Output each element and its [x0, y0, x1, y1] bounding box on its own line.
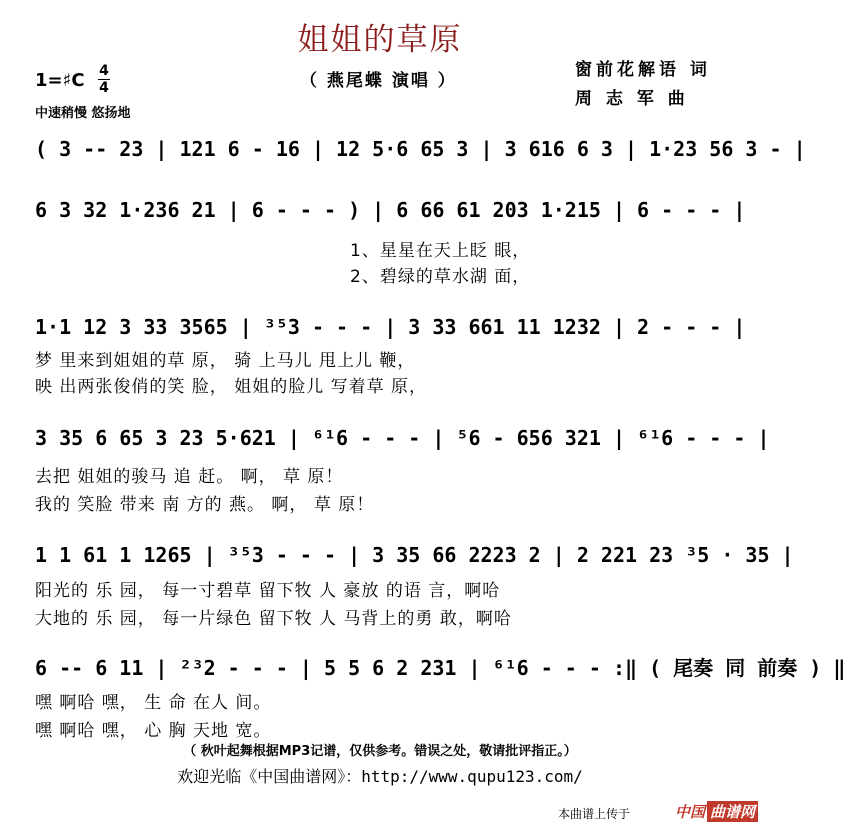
meter-top: 4: [99, 63, 109, 79]
lyric-verse1-line5: 阳光的 乐 园， 每一寸碧草 留下牧 人 豪放 的语 言，啊哈: [35, 581, 501, 601]
song-title: 姐姐的草原: [297, 22, 463, 58]
key-signature: 1=♯C: [35, 70, 85, 91]
staff-line-6: 6 -- 6 11 | ²³2 - - - | 5 5 6 2 231 | ⁶¹6 - - - :‖ ( 尾奏 同 前奏 ) ‖: [35, 656, 845, 680]
composer-credit: 周 志 军 曲: [575, 89, 689, 109]
tempo-marking: 中速稍慢 悠扬地: [35, 106, 131, 121]
logo-text-b: 曲谱网: [707, 801, 758, 822]
welcome-line: 欢迎光临《中国曲谱网》：http://www.qupu123.com/: [177, 767, 583, 786]
singer-credit: （ 燕尾蝶 演唱 ）: [300, 71, 457, 91]
meter-bottom: 4: [99, 80, 109, 96]
lyricist-credit: 窗前花解语 词: [575, 60, 711, 80]
site-logo: [675, 801, 758, 822]
time-signature: [98, 64, 110, 95]
staff-line-2: 6 3 32 1·236 21 | 6 - - - ) | 6 66 61 203 1·215 | 6 - - - |: [35, 198, 746, 222]
lyric-verse2-line6: 嘿 啊哈 嘿， 心 胸 天地 宽。: [35, 721, 272, 741]
lyric-verse1-line6: 嘿 啊哈 嘿， 生 命 在人 间。: [35, 693, 272, 713]
lyric-verse2-line5: 大地的 乐 园， 每一片绿色 留下牧 人 马背上的勇 敢，啊哈: [35, 609, 512, 629]
lyric-verse1-line2: 1、星星在天上眨 眼，: [350, 241, 531, 261]
staff-line-4: 3 35 6 65 3 23 5·621 | ⁶¹6 - - - | ⁵6 - 656 321 | ⁶¹6 - - - |: [35, 426, 770, 450]
staff-line-5: 1 1 61 1 1265 | ³⁵3 - - - | 3 35 66 2223 2 | 2 221 23 ³5 · 35 |: [35, 543, 794, 567]
staff-line-3: 1·1 12 3 33 3565 | ³⁵3 - - - | 3 33 661 11 1232 | 2 - - - |: [35, 315, 746, 339]
lyric-verse1-line3: 梦 里来到姐姐的草 原， 骑 上马儿 甩上儿 鞭，: [35, 351, 416, 371]
transcription-footnote: （ 秋叶起舞根据MP3记谱，仅供参考。错误之处，敬请批评指正。）: [183, 744, 577, 759]
logo-text-a: 中国: [675, 803, 706, 821]
lyric-verse2-line4: 我的 笑脸 带来 南 方的 燕。 啊， 草 原！: [35, 495, 375, 515]
staff-line-1: ( 3 -- 23 | 121 6 - 16 | 12 5·6 65 3 | 3 616 6 3 | 1·23 56 3 - |: [35, 137, 806, 161]
upload-text: 本曲谱上传于: [558, 807, 631, 821]
lyric-verse2-line3: 映 出两张俊俏的笑 脸， 姐姐的脸儿 写着草 原，: [35, 377, 428, 397]
lyric-verse2-line2: 2、碧绿的草水湖 面，: [350, 267, 531, 287]
lyric-verse1-line4: 去把 姐姐的骏马 追 赶。 啊， 草 原！: [35, 467, 344, 487]
